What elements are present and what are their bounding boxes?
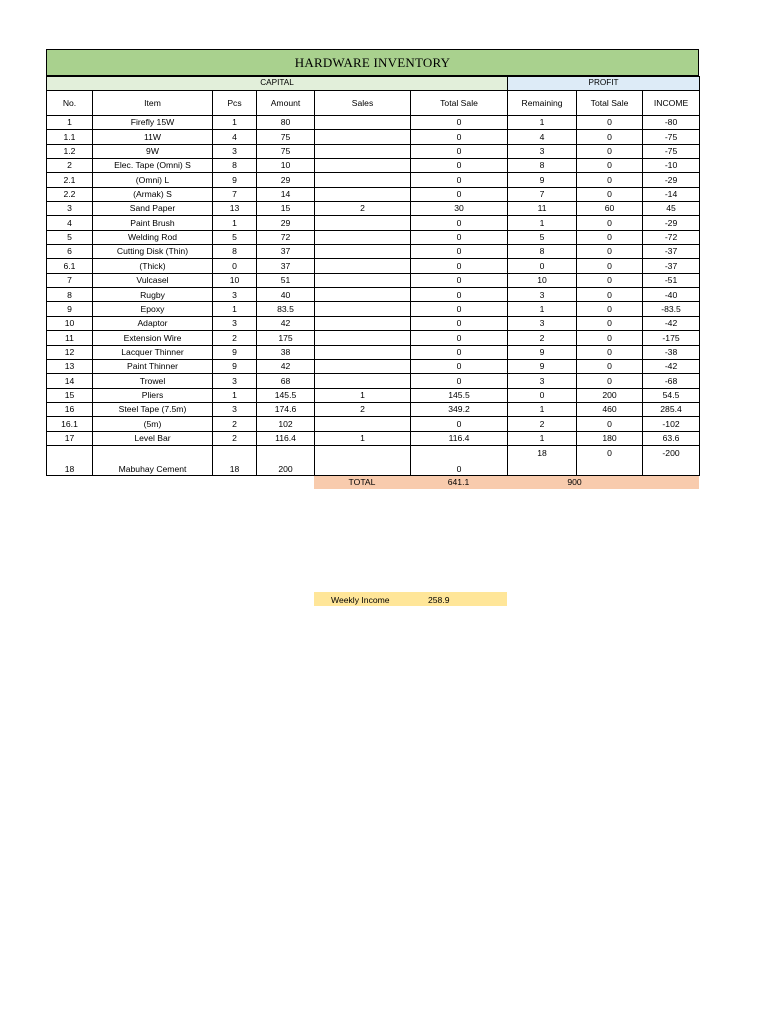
cell-no: 3: [47, 202, 93, 216]
cell-profit-total-sale: 0: [577, 144, 643, 158]
cell-remaining: 8: [508, 245, 577, 259]
cell-remaining: 5: [508, 230, 577, 244]
cell-total-sale: 0: [411, 359, 508, 373]
cell-amount: 29: [257, 216, 315, 230]
cell-income: -175: [643, 331, 700, 345]
inventory-sheet: [46, 49, 699, 489]
cell-amount: 175: [257, 331, 315, 345]
cell-sales: [315, 331, 411, 345]
cell-income: -83.5: [643, 302, 700, 316]
table-row: [47, 216, 700, 230]
table-row: [47, 331, 700, 345]
cell-total-sale: 0: [411, 288, 508, 302]
cell-amount: 174.6: [257, 402, 315, 416]
cell-profit-total-sale: 0: [577, 445, 643, 476]
cell-item: Extension Wire: [93, 331, 213, 345]
section-capital: CAPITAL: [47, 77, 508, 91]
cell-profit-total-sale: 0: [577, 302, 643, 316]
cell-pcs: 1: [213, 388, 257, 402]
cell-profit-total-sale: 180: [577, 431, 643, 445]
cell-item: Firefly 15W: [93, 116, 213, 130]
cell-item: Pliers: [93, 388, 213, 402]
cell-sales: [315, 116, 411, 130]
cell-amount: 37: [257, 245, 315, 259]
table-row: [47, 187, 700, 201]
cell-income: 54.5: [643, 388, 700, 402]
cell-total-sale: 0: [411, 417, 508, 431]
cell-no: 16: [47, 402, 93, 416]
cell-sales: [315, 259, 411, 273]
cell-item: Lacquer Thinner: [93, 345, 213, 359]
cell-remaining: 1: [508, 402, 577, 416]
cell-income: -14: [643, 187, 700, 201]
cell-income: -51: [643, 273, 700, 287]
cell-profit-total-sale: 0: [577, 245, 643, 259]
cell-total-sale: 30: [411, 202, 508, 216]
cell-profit-total-sale: 0: [577, 374, 643, 388]
cell-income: 285.4: [643, 402, 700, 416]
cell-amount: 80: [257, 116, 315, 130]
cell-no: 1.2: [47, 144, 93, 158]
cell-total-sale: 0: [411, 187, 508, 201]
cell-amount: 116.4: [257, 431, 315, 445]
cell-pcs: 1: [213, 216, 257, 230]
cell-total-sale: 0: [411, 259, 508, 273]
cell-remaining: 11: [508, 202, 577, 216]
cell-remaining: 9: [508, 359, 577, 373]
cell-total-sale: 0: [411, 159, 508, 173]
cell-income: -40: [643, 288, 700, 302]
cell-no: 10: [47, 316, 93, 330]
column-header-amount: Amount: [257, 91, 315, 116]
cell-total-sale: 0: [411, 216, 508, 230]
cell-remaining: 10: [508, 273, 577, 287]
cell-sales: [315, 374, 411, 388]
cell-sales: [315, 173, 411, 187]
cell-sales: [315, 130, 411, 144]
totals-label: TOTAL: [314, 476, 410, 489]
cell-profit-total-sale: 200: [577, 388, 643, 402]
cell-amount: 68: [257, 374, 315, 388]
cell-profit-total-sale: 0: [577, 259, 643, 273]
cell-item: Welding Rod: [93, 230, 213, 244]
cell-amount: 72: [257, 230, 315, 244]
cell-profit-total-sale: 0: [577, 359, 643, 373]
cell-no: 7: [47, 273, 93, 287]
cell-amount: 75: [257, 144, 315, 158]
cell-pcs: 2: [213, 331, 257, 345]
cell-pcs: 10: [213, 273, 257, 287]
cell-amount: 10: [257, 159, 315, 173]
cell-total-sale: 0: [411, 374, 508, 388]
cell-remaining: 0: [508, 259, 577, 273]
cell-income: -29: [643, 173, 700, 187]
cell-item: (Armak) S: [93, 187, 213, 201]
cell-sales: [315, 316, 411, 330]
column-header-income: INCOME: [643, 91, 700, 116]
cell-income: -42: [643, 316, 700, 330]
cell-remaining: 1: [508, 216, 577, 230]
cell-item: Mabuhay Cement: [93, 445, 213, 476]
cell-pcs: 9: [213, 359, 257, 373]
column-header-item: Item: [93, 91, 213, 116]
cell-item: Steel Tape (7.5m): [93, 402, 213, 416]
cell-amount: 51: [257, 273, 315, 287]
table-row: [47, 259, 700, 273]
cell-profit-total-sale: 0: [577, 116, 643, 130]
cell-profit-total-sale: 0: [577, 316, 643, 330]
cell-sales: [315, 302, 411, 316]
sheet-title: HARDWARE INVENTORY: [46, 49, 699, 76]
cell-item: Paint Brush: [93, 216, 213, 230]
cell-total-sale: 0: [411, 245, 508, 259]
cell-sales: [315, 187, 411, 201]
cell-income: -102: [643, 417, 700, 431]
totals-profit-total-sale: 900: [507, 476, 642, 489]
cell-remaining: 1: [508, 431, 577, 445]
cell-profit-total-sale: 0: [577, 288, 643, 302]
cell-income: -37: [643, 245, 700, 259]
cell-sales: 2: [315, 202, 411, 216]
cell-profit-total-sale: 0: [577, 173, 643, 187]
cell-pcs: 18: [213, 445, 257, 476]
table-row: [47, 359, 700, 373]
cell-amount: 145.5: [257, 388, 315, 402]
table-row: [47, 374, 700, 388]
cell-sales: [315, 288, 411, 302]
cell-sales: [315, 216, 411, 230]
weekly-income-box: [314, 592, 507, 606]
weekly-income-value: 258.9: [428, 595, 450, 605]
cell-no: 2.2: [47, 187, 93, 201]
cell-income: -38: [643, 345, 700, 359]
cell-sales: 2: [315, 402, 411, 416]
column-header-remaining: Remaining: [508, 91, 577, 116]
cell-sales: [315, 230, 411, 244]
cell-no: 12: [47, 345, 93, 359]
cell-no: 6.1: [47, 259, 93, 273]
cell-total-sale: 145.5: [411, 388, 508, 402]
cell-sales: [315, 417, 411, 431]
column-header-pcs: Pcs: [213, 91, 257, 116]
cell-pcs: 2: [213, 417, 257, 431]
inventory-table: [46, 76, 700, 476]
cell-remaining: 3: [508, 144, 577, 158]
cell-item: Adaptor: [93, 316, 213, 330]
column-header-total-sale: Total Sale: [411, 91, 508, 116]
cell-amount: 75: [257, 130, 315, 144]
cell-pcs: 1: [213, 302, 257, 316]
cell-remaining: 3: [508, 288, 577, 302]
cell-total-sale: 0: [411, 273, 508, 287]
cell-no: 14: [47, 374, 93, 388]
cell-remaining: 1: [508, 116, 577, 130]
cell-income: -37: [643, 259, 700, 273]
cell-item: Paint Thinner: [93, 359, 213, 373]
cell-total-sale: 0: [411, 445, 508, 476]
totals-table: [46, 476, 699, 489]
cell-pcs: 9: [213, 345, 257, 359]
cell-no: 5: [47, 230, 93, 244]
cell-item: Elec. Tape (Omni) S: [93, 159, 213, 173]
cell-no: 11: [47, 331, 93, 345]
table-row: [47, 316, 700, 330]
section-header-row: [47, 77, 700, 91]
cell-profit-total-sale: 0: [577, 417, 643, 431]
table-row: [47, 173, 700, 187]
cell-item: 9W: [93, 144, 213, 158]
cell-no: 6: [47, 245, 93, 259]
cell-total-sale: 116.4: [411, 431, 508, 445]
table-row: [47, 202, 700, 216]
cell-amount: 15: [257, 202, 315, 216]
cell-amount: 37: [257, 259, 315, 273]
cell-item: Level Bar: [93, 431, 213, 445]
table-row: [47, 345, 700, 359]
cell-total-sale: 0: [411, 116, 508, 130]
cell-remaining: 1: [508, 302, 577, 316]
totals-row: [46, 476, 699, 489]
cell-pcs: 0: [213, 259, 257, 273]
cell-no: 1.1: [47, 130, 93, 144]
cell-income: -75: [643, 144, 700, 158]
cell-pcs: 8: [213, 159, 257, 173]
cell-income: -29: [643, 216, 700, 230]
cell-pcs: 13: [213, 202, 257, 216]
cell-profit-total-sale: 0: [577, 345, 643, 359]
cell-sales: [315, 245, 411, 259]
cell-income: -10: [643, 159, 700, 173]
weekly-income-label: Weekly Income: [331, 595, 390, 605]
table-row: [47, 402, 700, 416]
cell-sales: [315, 445, 411, 476]
cell-profit-total-sale: 0: [577, 273, 643, 287]
cell-income: -68: [643, 374, 700, 388]
cell-sales: [315, 359, 411, 373]
cell-total-sale: 0: [411, 130, 508, 144]
cell-pcs: 3: [213, 374, 257, 388]
cell-remaining: 0: [508, 388, 577, 402]
table-row: [47, 445, 700, 476]
cell-total-sale: 0: [411, 302, 508, 316]
cell-total-sale: 0: [411, 230, 508, 244]
cell-amount: 40: [257, 288, 315, 302]
cell-income: -72: [643, 230, 700, 244]
cell-item: Epoxy: [93, 302, 213, 316]
cell-pcs: 3: [213, 402, 257, 416]
table-row: [47, 388, 700, 402]
cell-profit-total-sale: 0: [577, 187, 643, 201]
cell-amount: 29: [257, 173, 315, 187]
cell-item: (Thick): [93, 259, 213, 273]
cell-profit-total-sale: 460: [577, 402, 643, 416]
column-header-no: No.: [47, 91, 93, 116]
cell-item: Rugby: [93, 288, 213, 302]
cell-sales: [315, 345, 411, 359]
cell-no: 15: [47, 388, 93, 402]
cell-remaining: 2: [508, 331, 577, 345]
cell-pcs: 8: [213, 245, 257, 259]
cell-no: 17: [47, 431, 93, 445]
cell-no: 13: [47, 359, 93, 373]
column-header-profit-total-sale: Total Sale: [577, 91, 643, 116]
cell-item: Cutting Disk (Thin): [93, 245, 213, 259]
cell-total-sale: 0: [411, 331, 508, 345]
cell-sales: 1: [315, 388, 411, 402]
cell-item: (5m): [93, 417, 213, 431]
cell-pcs: 5: [213, 230, 257, 244]
cell-total-sale: 0: [411, 345, 508, 359]
cell-pcs: 9: [213, 173, 257, 187]
cell-pcs: 2: [213, 431, 257, 445]
cell-total-sale: 0: [411, 144, 508, 158]
totals-total-sale: 641.1: [410, 476, 507, 489]
cell-pcs: 3: [213, 144, 257, 158]
cell-item: Trowel: [93, 374, 213, 388]
cell-remaining: 9: [508, 345, 577, 359]
cell-amount: 102: [257, 417, 315, 431]
cell-pcs: 4: [213, 130, 257, 144]
cell-no: 18: [47, 445, 93, 476]
cell-profit-total-sale: 0: [577, 130, 643, 144]
cell-profit-total-sale: 0: [577, 159, 643, 173]
cell-pcs: 3: [213, 316, 257, 330]
column-header-sales: Sales: [315, 91, 411, 116]
table-row: [47, 288, 700, 302]
section-profit: PROFIT: [508, 77, 700, 91]
cell-amount: 200: [257, 445, 315, 476]
cell-profit-total-sale: 0: [577, 216, 643, 230]
cell-no: 16.1: [47, 417, 93, 431]
cell-income: 63.6: [643, 431, 700, 445]
inventory-body: [47, 116, 700, 476]
cell-remaining: 3: [508, 316, 577, 330]
cell-item: Vulcasel: [93, 273, 213, 287]
table-row: [47, 116, 700, 130]
table-row: [47, 230, 700, 244]
cell-income: -200: [643, 445, 700, 476]
cell-pcs: 3: [213, 288, 257, 302]
cell-no: 2.1: [47, 173, 93, 187]
table-row: [47, 417, 700, 431]
cell-amount: 38: [257, 345, 315, 359]
cell-profit-total-sale: 0: [577, 331, 643, 345]
table-row: [47, 144, 700, 158]
cell-remaining: 7: [508, 187, 577, 201]
cell-profit-total-sale: 0: [577, 230, 643, 244]
table-row: [47, 130, 700, 144]
cell-amount: 14: [257, 187, 315, 201]
cell-sales: [315, 273, 411, 287]
cell-remaining: 3: [508, 374, 577, 388]
cell-remaining: 9: [508, 173, 577, 187]
table-row: [47, 302, 700, 316]
cell-no: 1: [47, 116, 93, 130]
table-row: [47, 245, 700, 259]
cell-sales: 1: [315, 431, 411, 445]
cell-no: 9: [47, 302, 93, 316]
cell-item: 11W: [93, 130, 213, 144]
cell-amount: 83.5: [257, 302, 315, 316]
cell-remaining: 8: [508, 159, 577, 173]
cell-amount: 42: [257, 316, 315, 330]
cell-amount: 42: [257, 359, 315, 373]
cell-total-sale: 349.2: [411, 402, 508, 416]
cell-no: 4: [47, 216, 93, 230]
cell-pcs: 1: [213, 116, 257, 130]
cell-no: 8: [47, 288, 93, 302]
cell-profit-total-sale: 60: [577, 202, 643, 216]
cell-item: Sand Paper: [93, 202, 213, 216]
table-row: [47, 273, 700, 287]
cell-no: 2: [47, 159, 93, 173]
column-header-row: [47, 91, 700, 116]
cell-income: -75: [643, 130, 700, 144]
cell-item: (Omni) L: [93, 173, 213, 187]
cell-income: -80: [643, 116, 700, 130]
cell-income: 45: [643, 202, 700, 216]
cell-remaining: 18: [508, 445, 577, 476]
cell-total-sale: 0: [411, 173, 508, 187]
cell-sales: [315, 159, 411, 173]
cell-income: -42: [643, 359, 700, 373]
cell-remaining: 2: [508, 417, 577, 431]
cell-pcs: 7: [213, 187, 257, 201]
cell-remaining: 4: [508, 130, 577, 144]
table-row: [47, 159, 700, 173]
cell-sales: [315, 144, 411, 158]
cell-total-sale: 0: [411, 316, 508, 330]
table-row: [47, 431, 700, 445]
